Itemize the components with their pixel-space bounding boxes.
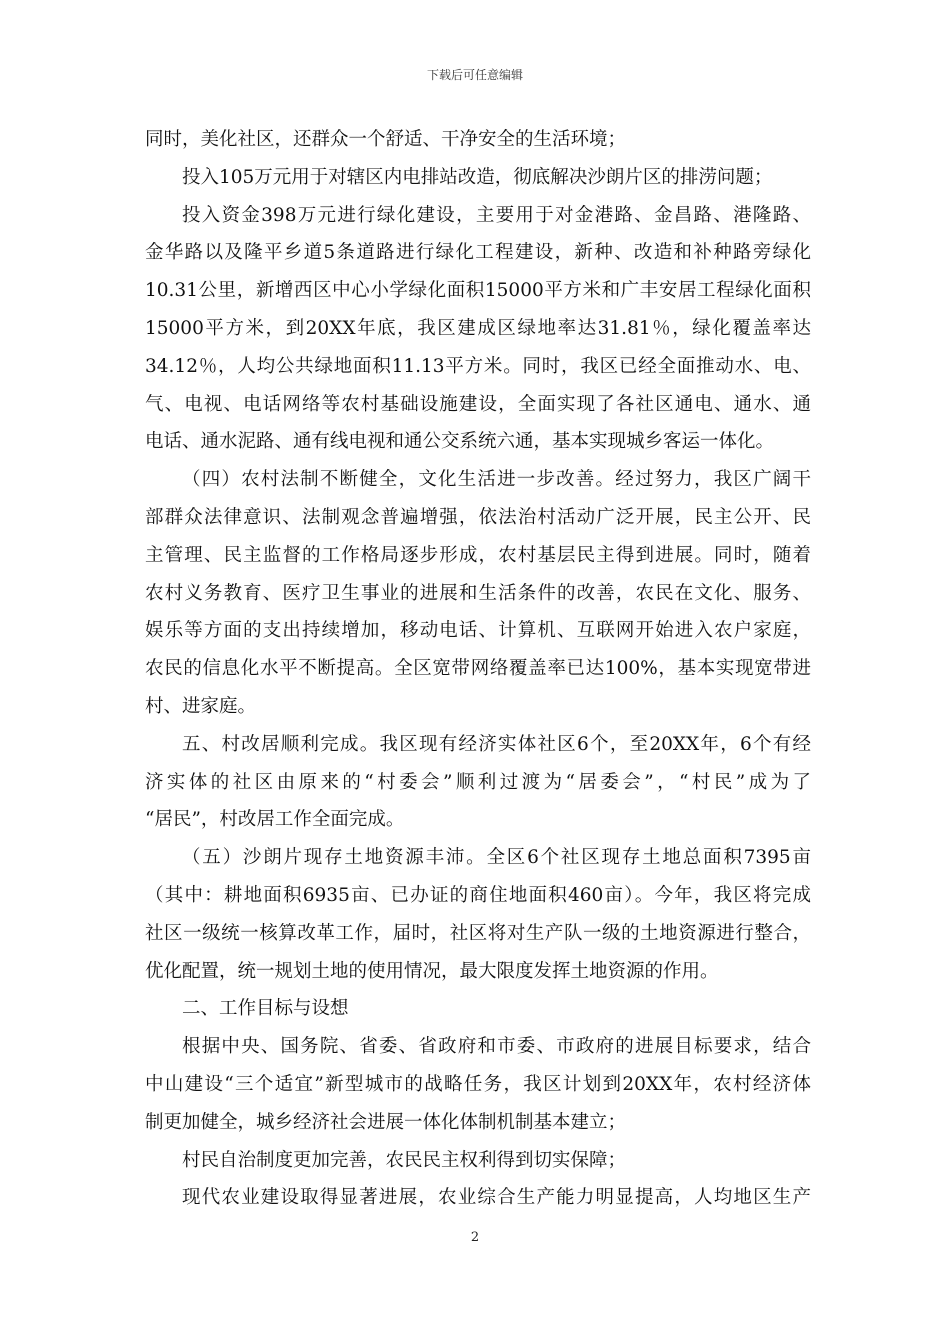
text-line: 部群众法律意识、法制观念普遍增强，依法治村活动广泛开展，民主公开、民: [145, 506, 811, 528]
text-line: 优化配置，统一规划土地的使用情况，最大限度发挥土地资源的作用。: [145, 960, 719, 982]
text-line: 制更加健全，城乡经济社会进展一体化体制机制基本建立；: [145, 1111, 627, 1133]
text-line: 村、进家庭。: [145, 695, 257, 717]
text-line: 投入资金398万元进行绿化建设，主要用于对金港路、金昌路、港隆路、: [182, 204, 811, 226]
text-line: 电话、通水泥路、通有线电视和通公交系统六通，基本实现城乡客运一体化。: [145, 431, 775, 453]
text-line: 村民自治制度更加完善，农民民主权利得到切实保障；: [182, 1149, 627, 1171]
text-line: 二、工作目标与设想: [182, 998, 349, 1020]
text-line: 10.31公里，新增西区中心小学绿化面积15000平方米和广丰安居工程绿化面积: [145, 280, 811, 302]
text-line: 主管理、民主监督的工作格局逐步形成，农村基层民主得到进展。同时，随着: [145, 544, 811, 566]
text-line: 五、村改居顺利完成。我区现有经济实体社区6个，至20XX年，6个有经: [182, 733, 811, 755]
text-line: 34.12％，人均公共绿地面积11.13平方米。同时，我区已经全面推动水、电、: [145, 355, 811, 377]
text-line: 现代农业建设取得显著进展，农业综合生产能力明显提高，人均地区生产: [182, 1187, 811, 1209]
text-line: 娱乐等方面的支出持续增加，移动电话、计算机、互联网开始进入农户家庭，: [145, 620, 811, 642]
text-line: 根据中央、国务院、省委、省政府和市委、市政府的进展目标要求，结合: [182, 1036, 811, 1058]
text-line: 农村义务教育、医疗卫生事业的进展和生活条件的改善，农民在文化、服务、: [145, 582, 811, 604]
document-body: [145, 121, 811, 1217]
text-line: （五）沙朗片现存土地资源丰沛。全区6个社区现存土地总面积7395亩: [182, 847, 811, 869]
text-line: 社区一级统一核算改革工作，届时，社区将对生产队一级的土地资源进行整合，: [145, 922, 811, 944]
text-line: 15000平方米，到20XX年底，我区建成区绿地率达31.81％，绿化覆盖率达: [145, 317, 811, 339]
text-line: 同时，美化社区，还群众一个舒适、干净安全的生活环境；: [145, 129, 627, 150]
text-line: 气、电视、电话网络等农村基础设施建设，全面实现了各社区通电、通水、通: [145, 393, 811, 415]
page-header: 下载后可任意编辑: [426, 68, 523, 82]
text-line: 投入105万元用于对辖区内电排站改造，彻底解决沙朗片区的排涝问题；: [182, 166, 773, 188]
text-line: （其中：耕地面积6935亩、已办证的商住地面积460亩）。今年，我区将完成: [145, 884, 811, 906]
page-number: 2: [470, 1230, 480, 1245]
text-line: “居民”，村改居工作全面完成。: [145, 809, 405, 831]
text-line: 金华路以及隆平乡道5条道路进行绿化工程建设，新种、改造和补种路旁绿化: [145, 242, 811, 264]
text-line: 农民的信息化水平不断提高。全区宽带网络覆盖率已达100%，基本实现宽带进: [145, 658, 811, 680]
text-line: 济实体的社区由原来的“村委会”顺利过渡为“居委会”，“村民”成为了: [145, 771, 811, 793]
text-line: 中山建设“三个适宜”新型城市的战略任务，我区计划到20XX年，农村经济体: [145, 1073, 811, 1095]
text-line: （四）农村法制不断健全，文化生活进一步改善。经过努力，我区广阔干: [182, 469, 811, 491]
